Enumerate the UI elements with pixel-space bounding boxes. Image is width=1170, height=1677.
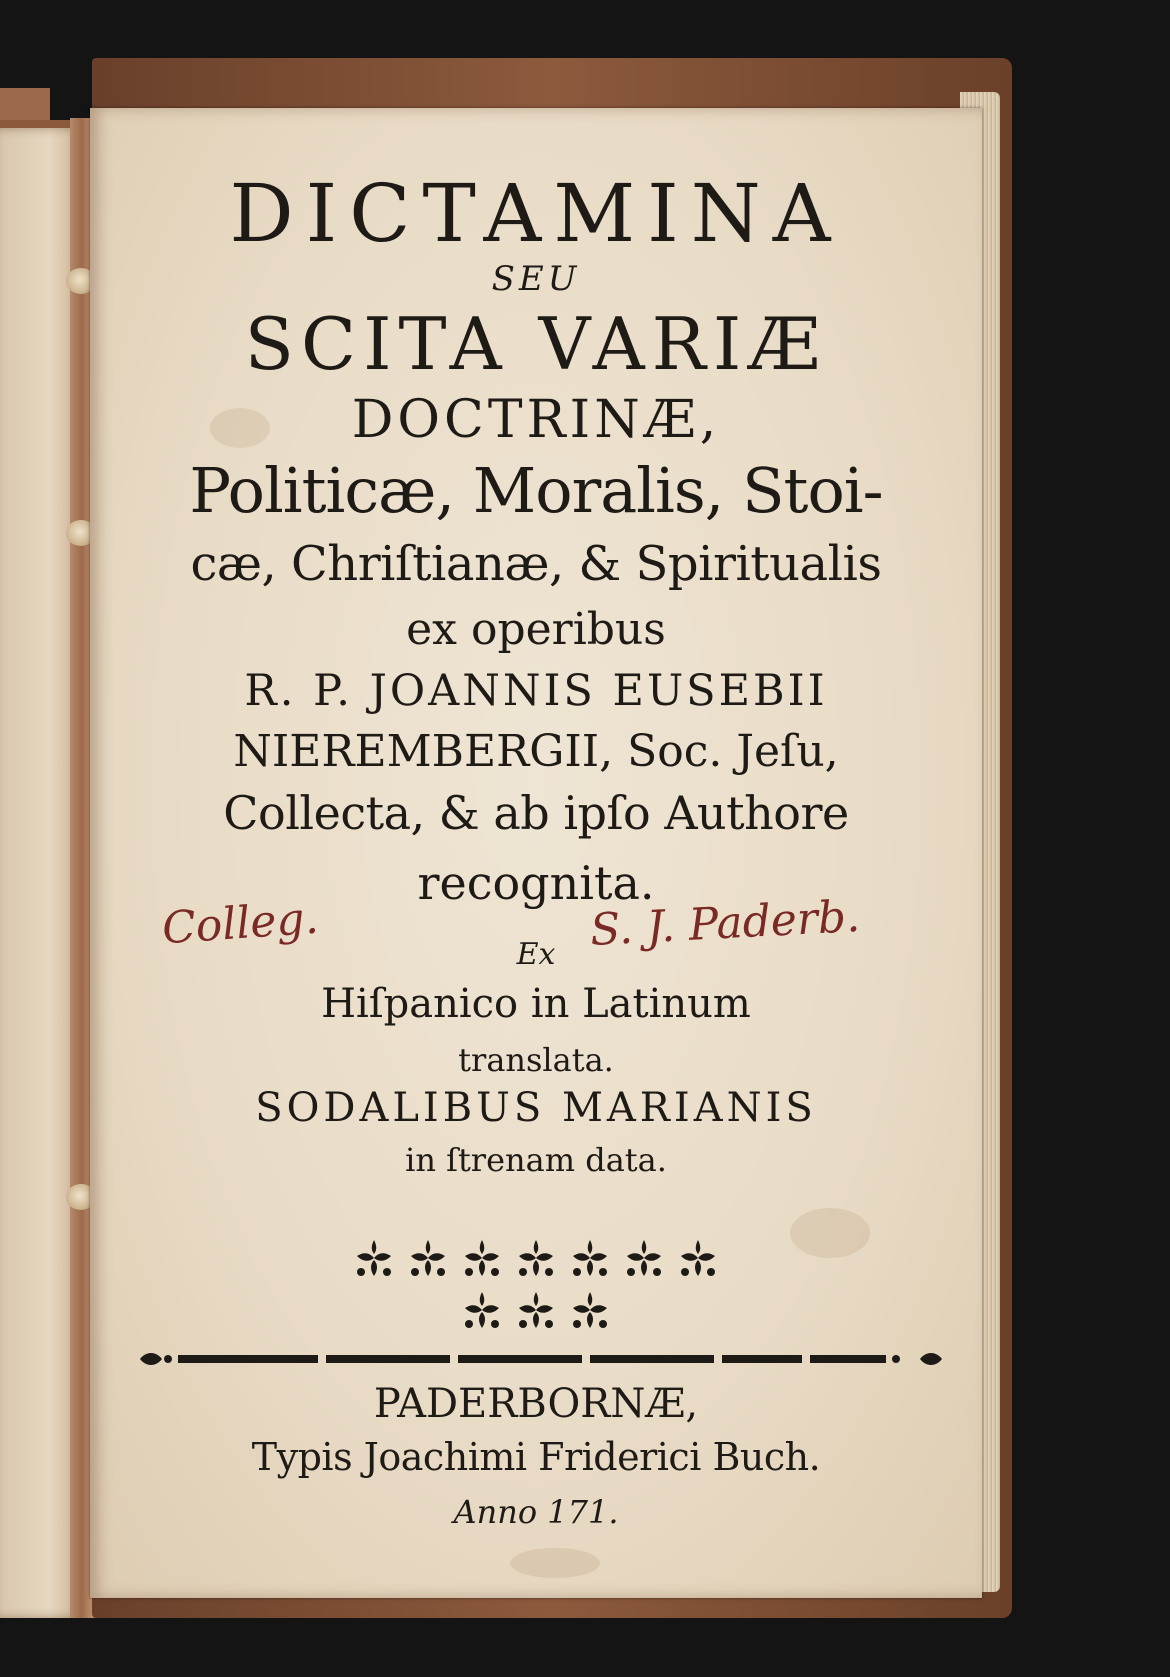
dedication-line: SODALIBUS MARIANIS	[255, 1085, 817, 1131]
fleuron-icon	[619, 1236, 669, 1282]
title-text-block	[90, 108, 982, 1598]
title-line-ex: Ex	[516, 937, 556, 972]
author-name: R. P. JOANNIS EUSEBII	[244, 666, 828, 716]
title-line-collecta: Collecta, & ab ipſo Authore	[223, 786, 849, 840]
handwritten-note-left: Colleg.	[160, 892, 321, 955]
ornamental-rule	[138, 1348, 944, 1370]
fleuron-row-bottom	[90, 1288, 982, 1334]
title-line-christianae: cæ, Chriſtianæ, & Spiritualis	[190, 536, 882, 592]
title-line-scita: SCITA VARIÆ	[244, 302, 828, 386]
title-line-politicae: Politicæ, Moralis, Stoi-	[189, 454, 883, 527]
fleuron-icon	[403, 1236, 453, 1282]
title-line-doctrinae: DOCTRINÆ,	[351, 390, 721, 450]
title-main: DICTAMINA	[229, 167, 843, 260]
fleuron-icon	[349, 1236, 399, 1282]
fleuron-icon	[565, 1236, 615, 1282]
title-line-hispanico: Hiſpanico in Latinum	[321, 981, 751, 1027]
fleuron-icon	[511, 1236, 561, 1282]
title-line-translata: translata.	[458, 1041, 614, 1079]
imprint-year: Anno 171.	[453, 1493, 619, 1531]
imprint-printer: Typis Joachimi Friderici Buch.	[251, 1435, 821, 1479]
fleuron-icon	[457, 1236, 507, 1282]
title-page	[90, 108, 982, 1598]
handwritten-note-right: S. J. Paderb.	[588, 890, 862, 957]
fleuron-row-top	[90, 1236, 982, 1282]
fleuron-icon	[511, 1288, 561, 1334]
fleuron-icon	[457, 1288, 507, 1334]
dedication-subline: in ſtrenam data.	[405, 1141, 667, 1179]
title-conjunction: SEU	[491, 259, 581, 299]
fleuron-icon	[673, 1236, 723, 1282]
title-line-operibus: ex operibus	[406, 604, 666, 655]
imprint-city: PADERBORNÆ,	[373, 1381, 699, 1427]
title-line-recognita: recognita.	[417, 856, 655, 910]
author-surname: NIEREMBERGII, Soc. Jeſu,	[233, 726, 839, 777]
fleuron-icon	[565, 1288, 615, 1334]
